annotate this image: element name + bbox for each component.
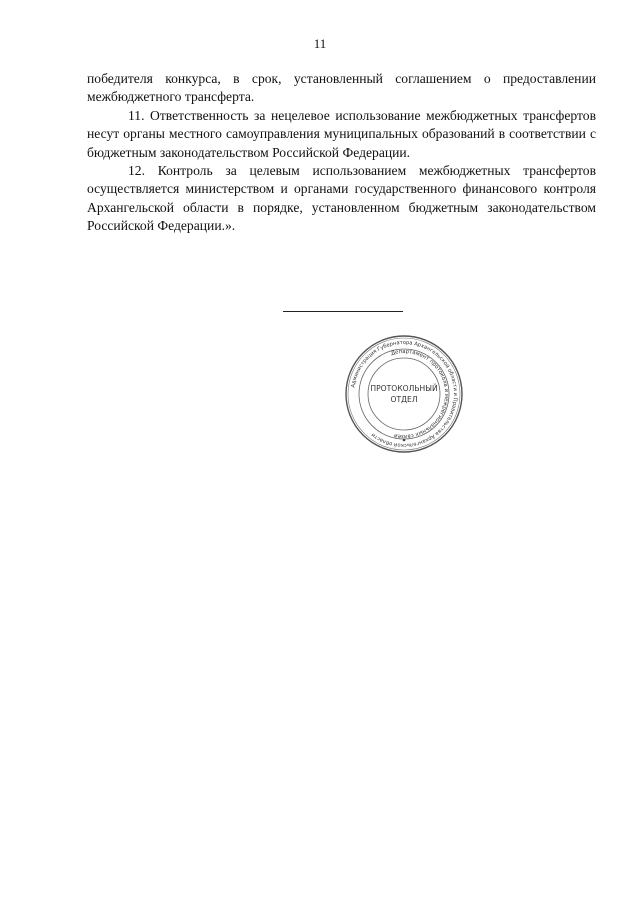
paragraph-continuation: победителя конкурса, в срок, установленный соглашением о предоставлении межбюджетного трансферта. xyxy=(87,71,596,105)
document-body xyxy=(87,70,596,236)
paragraph-12: 12. Контроль за целевым использованием межбюджетных трансфертов осуществляется министерством и органами государственного финансового контроля Архангельской области в порядке, установленном бюджетным законодательством Российской Федерации.». xyxy=(87,163,596,234)
separator-line xyxy=(283,311,403,312)
official-stamp xyxy=(343,333,465,455)
paragraph-11: 11. Ответственность за нецелевое использование межбюджетных трансфертов несут органы местного самоуправления муниципальных образований в соответствии с бюджетным законодательством Российской Федерации. xyxy=(87,107,596,160)
stamp-inner-text: Департамент протокола и межрегиональных связей xyxy=(390,348,450,440)
stamp-outer-text: Администрация Губернатора Архангельской области и Правительства Архангельской области xyxy=(350,339,459,449)
stamp-seal-icon xyxy=(343,333,465,455)
stamp-center-line2: ОТДЕЛ xyxy=(390,395,418,404)
stamp-center-line1: ПРОТОКОЛЬНЫЙ xyxy=(370,384,438,393)
page-number: 11 xyxy=(313,36,327,51)
